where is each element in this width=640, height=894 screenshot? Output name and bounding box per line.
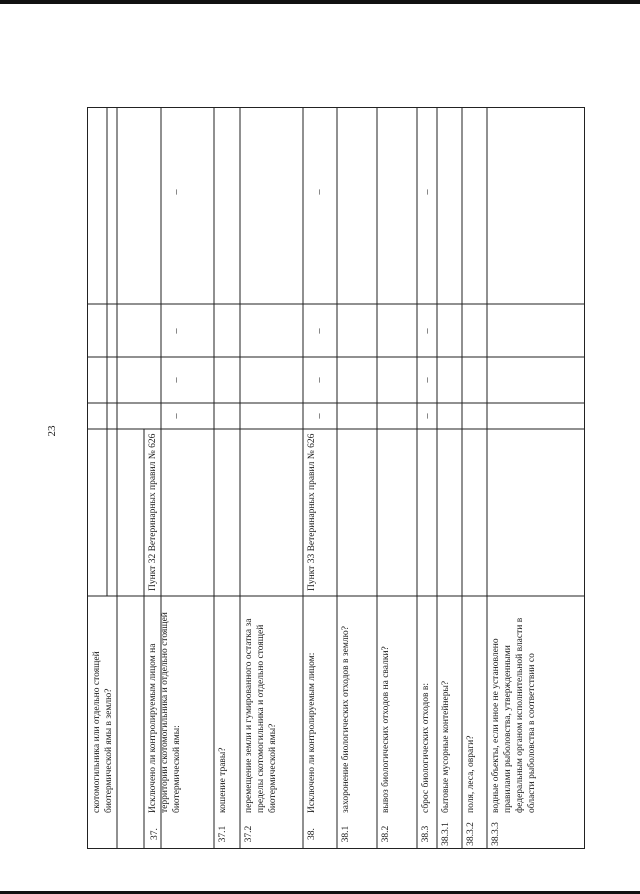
dash-mark: –	[314, 377, 325, 383]
row-number: 38.3.2	[466, 822, 476, 846]
row-number: 37.	[150, 828, 160, 840]
checklist-table	[87, 107, 585, 849]
dash-mark: –	[171, 328, 182, 334]
question-text: скотомогильника или отдельно стоящей биотермической ямы в землю?	[92, 651, 114, 813]
reference-text: Пункт 32 Ветеринарных правил № 626	[148, 433, 158, 591]
question-text: перемещение земли и гумированного остатка за пределы скотомогильника и отдельно стоящей биотермической ямы?	[244, 618, 278, 813]
dash-mark: –	[171, 413, 182, 419]
dash-mark: –	[422, 189, 433, 195]
row-number: 38.1	[341, 825, 351, 843]
row-number: 38.3.1	[441, 822, 451, 846]
question-text: поля, леса, овраги?	[466, 735, 476, 813]
dash-mark: –	[314, 189, 325, 195]
question-text: Исключено ли контролируемым лицом на территории скотомогильника и отдельно стоящей биотермической ямы:	[148, 612, 182, 813]
dash-mark: –	[314, 328, 325, 334]
row-number: 38.	[307, 828, 317, 840]
question-text: водные объекты, если иное не установлено правилами рыболовства, утвержденными федеральным органом исполнительной власти в области рыболовства в соответствии со	[491, 617, 537, 813]
dash-mark: –	[314, 413, 325, 419]
page-number: 23	[46, 425, 58, 437]
row-number: 38.2	[381, 825, 391, 843]
question-text: вывоз биологических отходов на свалки?	[381, 646, 391, 813]
dash-mark: –	[422, 413, 433, 419]
row-number: 37.1	[218, 825, 228, 843]
question-text: сброс биологических отходов в:	[421, 683, 431, 813]
scan-edge-top	[0, 0, 640, 4]
dash-mark: –	[171, 377, 182, 383]
dash-mark: –	[171, 189, 182, 195]
question-text: Исключено ли контролируемым лицом:	[307, 652, 317, 813]
row-number: 38.3	[421, 825, 431, 843]
dash-mark: –	[422, 377, 433, 383]
dash-mark: –	[422, 328, 433, 334]
row-number: 37.2	[244, 825, 254, 843]
question-text: захоронение биологических отходов в землю?	[341, 626, 351, 813]
row-number: 38.3.3	[491, 822, 501, 846]
question-text: кошение травы?	[218, 747, 228, 813]
reference-text: Пункт 33 Ветеринарных правил № 626	[307, 433, 317, 591]
question-text: бытовые мусорные контейнеры?	[441, 680, 451, 813]
